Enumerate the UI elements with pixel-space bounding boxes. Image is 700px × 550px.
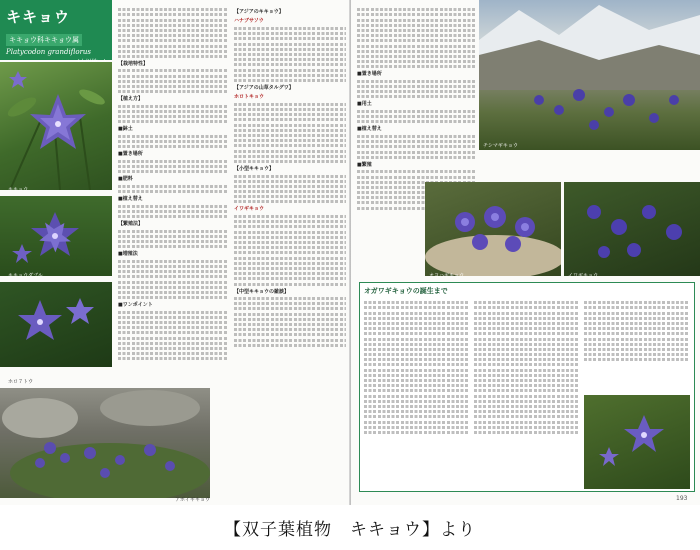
heading-medium-kikyou: 【中型キキョウの雑談】 — [234, 288, 290, 295]
heading-r-soil: ■用土 — [357, 101, 372, 108]
title-band — [0, 0, 112, 60]
mountain-illustration — [479, 0, 700, 150]
heading-propagation: 【繁殖法】 — [118, 221, 144, 228]
text-column-1 — [118, 6, 228, 446]
feature-box-title: オガワギキョウの誕生まで — [364, 287, 448, 295]
caption-apoi-kikyou: アポイギキョウ — [175, 497, 211, 503]
heading-r-breeding: ■繁殖 — [357, 161, 372, 168]
photo-iwa-kikyou — [564, 182, 700, 276]
heading-fertilizer: ■肥料 — [118, 176, 133, 183]
caption-chishima-kikyou: チシマギキョウ — [483, 143, 518, 149]
heading-planting: 【植え方】 — [118, 96, 144, 103]
heading-cultivation: 【栽培特性】 — [118, 60, 149, 67]
photo-ogawa-kikyou — [584, 395, 690, 489]
page-title: キキョウ — [6, 8, 71, 26]
caption-oyoha-kikyou: オヨハギキョウ — [429, 273, 465, 279]
caption-kikyou-double: キキョウダブル — [8, 273, 43, 279]
heading-one-point: ■ワンポイント — [118, 302, 153, 309]
plant-horotou: ホロトキョウ — [234, 94, 265, 101]
heading-location: ■置き場所 — [118, 151, 143, 158]
heading-soil: ■鉢土 — [118, 126, 133, 133]
source-caption: 【双子葉植物 キキョウ】より — [224, 520, 476, 540]
box-text-col-3 — [584, 299, 690, 391]
photo-kikyou — [0, 62, 112, 190]
heading-repotting: ■植え替え — [118, 196, 143, 203]
plant-hanabusa: ハナブサソウ — [234, 18, 264, 25]
caption-horotou: ホロ７トウ — [8, 379, 34, 385]
heading-increase: ■増殖法 — [118, 251, 138, 258]
double-bellflower-illustration — [0, 196, 112, 276]
heading-asia-kikyou: 【アジアのキキョウ】 — [234, 9, 284, 15]
plant-iwagikyou: イワギキョウ — [234, 206, 265, 213]
ogawa-illustration — [584, 395, 690, 489]
heading-r-location: ■置き場所 — [357, 71, 382, 78]
oyoha-illustration — [425, 182, 561, 276]
photo-chishima-kikyou — [479, 0, 700, 150]
box-text-col-1 — [364, 299, 470, 489]
caption-kikyou: キキョウ — [8, 187, 29, 193]
heading-small-kikyou: 【小型キキョウ】 — [234, 165, 275, 172]
page-number: 193 — [676, 495, 688, 502]
photo-horotou — [0, 282, 112, 367]
heading-r-repot: ■植え替え — [357, 126, 382, 133]
right-page — [351, 0, 700, 505]
box-text-col-2 — [474, 299, 580, 489]
latin-name: Platycodon grandiflorus — [6, 48, 92, 56]
heading-asia-mountain: 【アジアの山草タルグワ】 — [234, 84, 294, 91]
horotou-illustration — [0, 282, 112, 367]
photo-kikyou-double — [0, 196, 112, 276]
left-page — [0, 0, 350, 505]
bellflower-illustration — [0, 62, 112, 190]
text-column-2 — [234, 6, 346, 498]
photo-oyoha-kikyou — [425, 182, 561, 276]
family-label: キキョウ科キキョウ属 — [6, 34, 82, 46]
feature-box — [359, 282, 695, 492]
caption-iwa-kikyou: イワギキョウ — [568, 273, 599, 279]
iwa-illustration — [564, 182, 700, 276]
